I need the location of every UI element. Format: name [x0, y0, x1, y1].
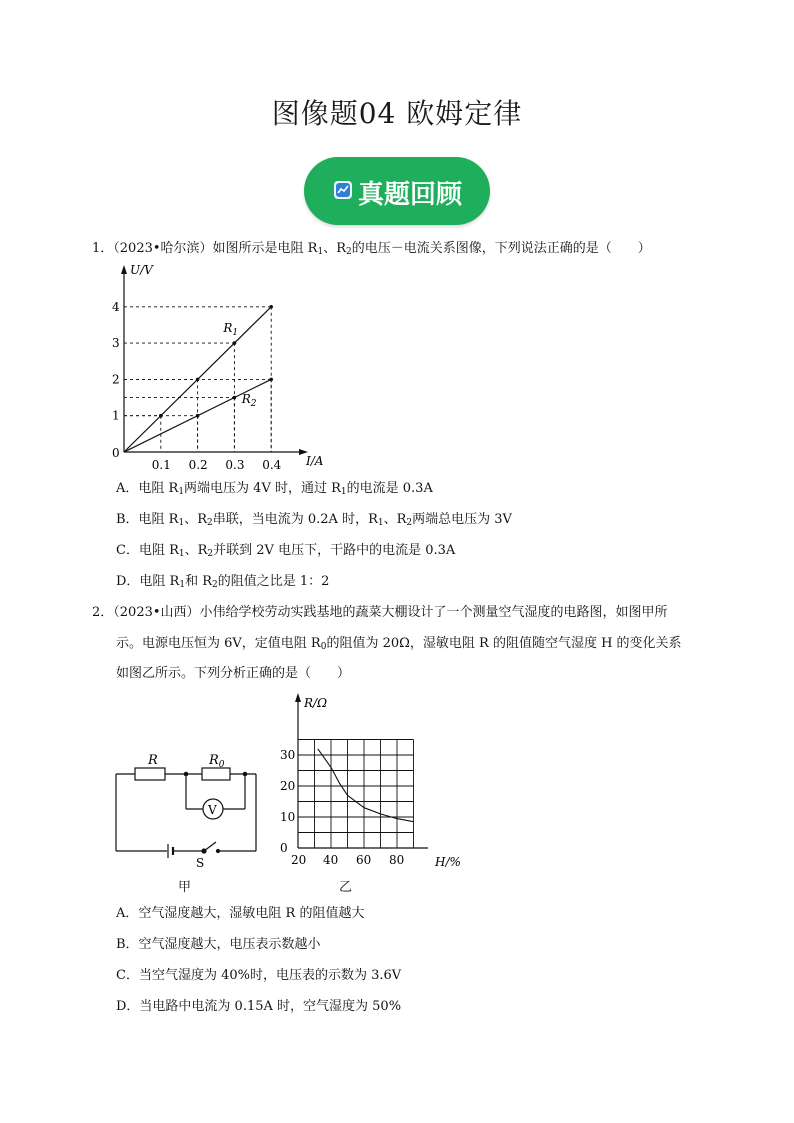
switch-label: S — [196, 856, 205, 870]
x-tick-label: 0.1 — [151, 458, 171, 472]
subscript: 2 — [207, 518, 213, 528]
x-tick-label: 0.4 — [262, 458, 282, 472]
question-source: （2023•山西） — [113, 605, 200, 620]
chart-caption: 乙 — [339, 880, 353, 895]
stem-text: 小伟给学校劳动实践基地的蔬菜大棚设计了一个测量空气湿度的电路图，如图甲所 — [199, 605, 668, 620]
question-2-line-1 — [92, 603, 668, 622]
subscript: 1 — [178, 487, 185, 497]
subscript: 2 — [406, 518, 413, 528]
subscript: 1 — [179, 580, 186, 590]
banner-label: 真题回顾 — [358, 180, 463, 210]
series-label-R1: $R_1$ — [223, 321, 239, 339]
x-tick-label: 60 — [356, 853, 372, 867]
r0-label: $R_0$ — [209, 753, 225, 770]
option-text: 的阻值之比是 1：2 — [217, 574, 330, 589]
stem-text: 如图乙所示。下列分析正确的是（ ） — [116, 666, 351, 681]
q2-option-d[interactable]: D．当电路中电流为 0.15A 时，空气湿度为 50% — [116, 999, 402, 1014]
option-text: 、R — [383, 512, 407, 527]
section-banner — [304, 157, 490, 225]
y-tick-label: 10 — [280, 810, 296, 824]
x-tick-label: 80 — [389, 853, 405, 867]
data-point — [196, 378, 200, 382]
x-axis-label: H/% — [435, 855, 461, 869]
stem-text: 的电压－电流关系图像，下列说法正确的是（ ） — [351, 241, 651, 256]
switch-icon — [204, 842, 216, 851]
q1-option-b[interactable] — [116, 510, 512, 529]
circuit-caption: 甲 — [178, 880, 192, 895]
option-text: B．电阻 R — [116, 512, 179, 527]
question-2-line-3 — [116, 664, 350, 683]
subscript: 1 — [317, 247, 324, 257]
y-tick-label: 20 — [280, 779, 296, 793]
x-axis-label: I/A — [306, 454, 324, 468]
x-tick-label: 20 — [291, 853, 307, 867]
option-text: 两端总电压为 3V — [412, 512, 512, 527]
data-point — [233, 341, 237, 345]
data-point — [233, 396, 237, 400]
data-point — [159, 414, 163, 418]
q2-option-c[interactable]: C．当空气湿度为 40%时，电压表的示数为 3.6V — [116, 968, 402, 983]
x-tick-label: 0.2 — [188, 458, 208, 472]
subscript: 2 — [212, 580, 218, 590]
q2-option-a[interactable]: A．空气湿度越大，湿敏电阻 R 的阻值越大 — [116, 906, 365, 921]
subscript: 1 — [340, 487, 347, 497]
subscript: 1 — [377, 518, 384, 528]
stem-text: 如图所示是电阻 R — [212, 241, 318, 256]
question-number: 2． — [92, 605, 114, 620]
option-text: 和 R — [185, 574, 212, 589]
q1-option-c[interactable] — [116, 541, 455, 560]
rh-graph — [278, 690, 478, 885]
subscript: 2 — [346, 247, 352, 257]
page-title: 图像题04 欧姆定律 — [271, 97, 523, 130]
data-point — [269, 378, 273, 382]
data-point — [269, 305, 273, 309]
q2-option-b[interactable]: B．空气湿度越大，电压表示数越小 — [116, 937, 321, 952]
y-tick-label: 4 — [112, 299, 120, 314]
y-axis-label: R/Ω — [304, 696, 328, 710]
y-tick-label: 2 — [112, 372, 120, 387]
y-tick-label: 0 — [280, 841, 288, 855]
resistance-curve — [318, 749, 414, 822]
option-text: 并联到 2V 电压下，干路中的电流是 0.3A — [213, 543, 456, 558]
q1-option-a[interactable] — [116, 479, 433, 498]
data-point — [196, 414, 200, 418]
option-text: 的电流是 0.3A — [346, 481, 433, 496]
resistor-r — [135, 768, 165, 780]
subscript: 2 — [207, 549, 214, 559]
subscript: 1 — [178, 518, 185, 528]
y-tick-label: 1 — [112, 408, 120, 423]
question-number: 1． — [92, 241, 114, 256]
y-tick-label: 3 — [112, 336, 120, 351]
question-2-line-2 — [116, 634, 682, 653]
series-label-R2: $R_2$ — [241, 391, 257, 409]
option-text: D．电阻 R — [116, 574, 180, 589]
origin-label: 0 — [112, 446, 120, 460]
ui-graph — [110, 262, 330, 472]
question-source: （2023•哈尔滨） — [113, 241, 213, 256]
chart-icon — [334, 181, 352, 199]
y-tick-label: 30 — [280, 748, 296, 762]
y-axis-arrow — [121, 265, 127, 274]
subscript: 0 — [320, 642, 327, 652]
subscript: 1 — [178, 549, 185, 559]
y-axis-label: U/V — [130, 263, 153, 277]
stem-text: 、R — [323, 241, 346, 256]
question-1-stem — [92, 239, 651, 258]
stem-text: 的阻值为 20Ω，湿敏电阻 R 的阻值随空气湿度 H 的变化关系 — [326, 636, 682, 651]
r-label: R — [148, 753, 158, 768]
y-axis-arrow — [295, 693, 301, 702]
q1-option-d[interactable] — [116, 572, 329, 591]
option-text: 、R — [184, 512, 208, 527]
circuit-diagram — [110, 750, 270, 870]
option-text: C．电阻 R — [116, 543, 179, 558]
x-tick-label: 40 — [323, 853, 339, 867]
voltmeter-label: V — [208, 803, 217, 817]
stem-text: 示。电源电压恒为 6V，定值电阻 R — [116, 636, 321, 651]
option-text: 两端电压为 4V 时，通过 R — [184, 481, 341, 496]
option-text: A．电阻 R — [116, 481, 179, 496]
resistor-r0 — [202, 768, 230, 780]
option-text: 、R — [184, 543, 208, 558]
option-text: 串联，当电流为 0.2A 时，R — [212, 512, 378, 527]
x-tick-label: 0.3 — [225, 458, 245, 472]
